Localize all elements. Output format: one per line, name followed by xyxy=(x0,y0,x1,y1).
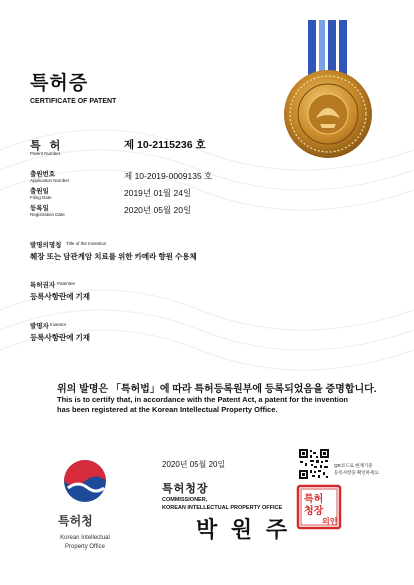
application-number-value: 제 10-2019-0009135 호 xyxy=(124,171,213,181)
qr-code-icon[interactable] xyxy=(298,448,330,480)
registration-date-label-en: Registration Date xyxy=(30,212,65,217)
svg-text:특허: 특허 xyxy=(304,494,324,505)
kipo-logo-icon xyxy=(62,458,108,504)
registration-date-label: 등록일 xyxy=(30,205,49,212)
certificate-title-en: CERTIFICATE OF PATENT xyxy=(30,98,117,105)
qr-caption-line1: QR코드로 현재기준 xyxy=(334,463,373,468)
signer-name: 박 원 주 xyxy=(196,517,291,543)
invention-title-value: 췌장 또는 담관계암 치료를 위한 카메라 향원 수용체 xyxy=(30,252,197,261)
signer-title-en-line2: KOREAN INTELLECTUAL PROPERTY OFFICE xyxy=(162,505,283,511)
svg-text:의인: 의인 xyxy=(322,517,338,526)
certificate-title-ko: 특허증 xyxy=(30,73,89,94)
svg-text:청장: 청장 xyxy=(304,506,324,517)
office-name-ko: 특허청 xyxy=(58,514,93,528)
certification-statement-en xyxy=(57,395,348,415)
application-number-label-en: Application Number xyxy=(30,178,70,183)
invention-title-label-en: Title of the Invention xyxy=(66,241,107,246)
office-name-en-line2: Property Office xyxy=(65,544,105,550)
patentee-label: 특허권자 xyxy=(30,282,56,289)
filing-date-value: 2019년 01월 24일 xyxy=(124,188,192,198)
filing-date-label-en: Filing Date xyxy=(30,195,52,200)
patent-number-value: 제 10-2115236 호 xyxy=(124,139,206,151)
signer-title-en-line1: COMMISSIONER, xyxy=(162,497,208,503)
certification-statement-ko: 위의 발명은 「특허법」에 따라 특허등록원부에 등록되었음을 증명합니다. xyxy=(57,384,377,395)
qr-caption xyxy=(334,462,379,476)
inventor-label-en: Inventor xyxy=(50,322,67,327)
official-stamp-icon xyxy=(296,484,342,530)
patent-number-label: 특 허 xyxy=(30,140,64,152)
signer-title-en xyxy=(162,496,282,512)
qr-caption-line2: 등록사항을 확인하세요 xyxy=(334,470,379,475)
patent-number-label-en: Patent Number xyxy=(30,151,61,156)
patentee-value: 등록사항란에 기재 xyxy=(30,292,91,301)
office-name-en-line1: Korean Intellectual xyxy=(60,535,110,541)
registration-date-value: 2020년 05월 20일 xyxy=(124,205,192,215)
inventor-label: 발명자 xyxy=(30,323,49,330)
issue-date: 2020년 05월 20일 xyxy=(162,460,226,469)
office-name-en xyxy=(50,534,120,552)
application-number-label: 출원번호 xyxy=(30,171,56,178)
inventor-value: 등록사항란에 기재 xyxy=(30,333,91,342)
certification-statement-en-line1: This is to certify that, in accordance with the Patent Act, a patent for the invention xyxy=(57,395,349,404)
certification-statement-en-line2: has been registered at the Korean Intellectual Property Office. xyxy=(57,405,278,414)
filing-date-label: 출원일 xyxy=(30,188,49,195)
patentee-label-en: Patentee xyxy=(57,281,76,286)
signer-title-ko: 특허청장 xyxy=(162,483,209,495)
gold-seal-icon xyxy=(282,68,374,160)
invention-title-label: 발명의명칭 xyxy=(30,242,62,249)
